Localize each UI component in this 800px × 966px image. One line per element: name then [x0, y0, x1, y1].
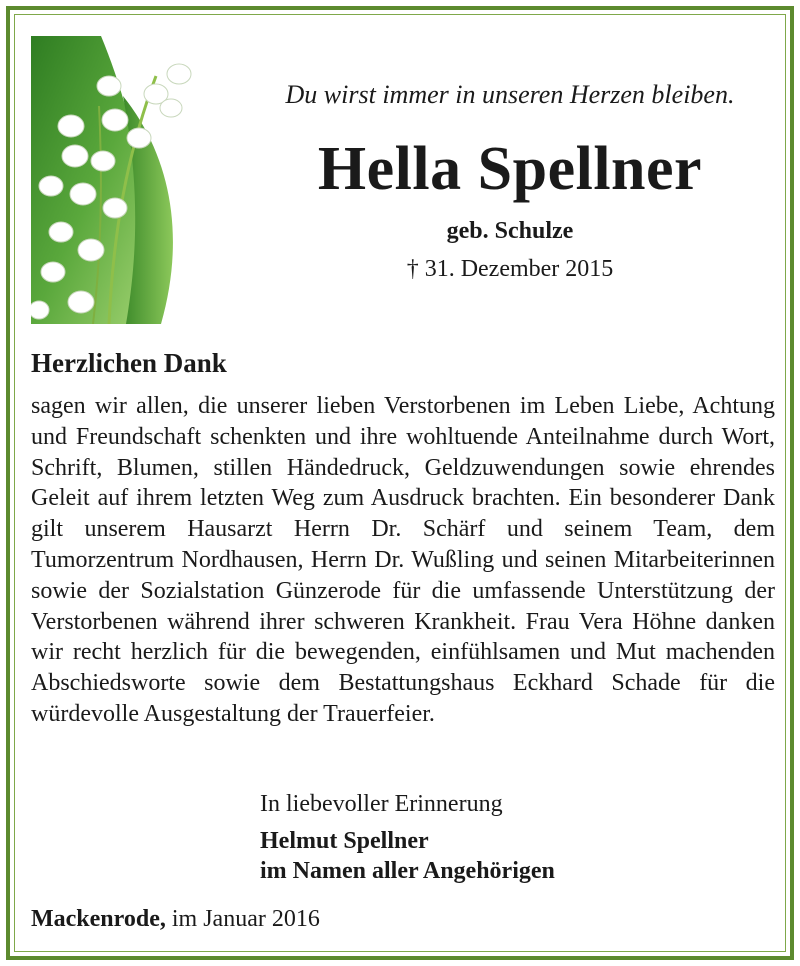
thanks-text: sagen wir allen, die unserer lieben Verstorbenen im Leben Liebe, Achtung und Freundschaft schenkten und ihre wohltuende Anteilnahme durch Wort, Schrift, Blumen, stillen Händedruck, Geldzuwendungen sowie ehrendes Geleit auf ihrem letzten Weg zum Ausdruck brachten. Ein besonderer Dank gilt unserem Hausarzt Herrn Dr. Schärf und seinem Team, dem Tumorzentrum Nordhausen, Herrn Dr. Wußling und seinen Mitarbeiterinnen sowie der Sozialstation Günzerode für die umfassende Unterstützung der Verstorbenen während ihrer schweren Krankheit. Frau Vera Höhne danken wir recht herzlich für die bewegenden, einfühlsamen und Mut machenden Abschiedsworte sowie dem Bestattungshaus Eckhard Schade für die würdevolle Ausgestaltung der Trauerfeier. — [31, 393, 775, 727]
signer-name: Helmut Spellner — [260, 828, 429, 854]
lily-of-the-valley-image — [31, 36, 193, 324]
thanks-heading: Herzlichen Dank — [31, 348, 227, 378]
deceased-name: Hella Spellner — [317, 135, 703, 203]
motto: Du wirst immer in unseren Herzen bleiben. — [285, 80, 735, 109]
footer — [31, 906, 320, 933]
footer-date: im Januar 2016 — [171, 906, 320, 932]
birth-name: geb. Schulze — [446, 218, 574, 244]
signer-group: im Namen aller Angehörigen — [260, 858, 555, 884]
memory-line: In liebevoller Erinnerung — [260, 791, 503, 817]
footer-place: Mackenrode, — [31, 906, 166, 932]
death-date: † 31. Dezember 2015 — [406, 256, 614, 282]
